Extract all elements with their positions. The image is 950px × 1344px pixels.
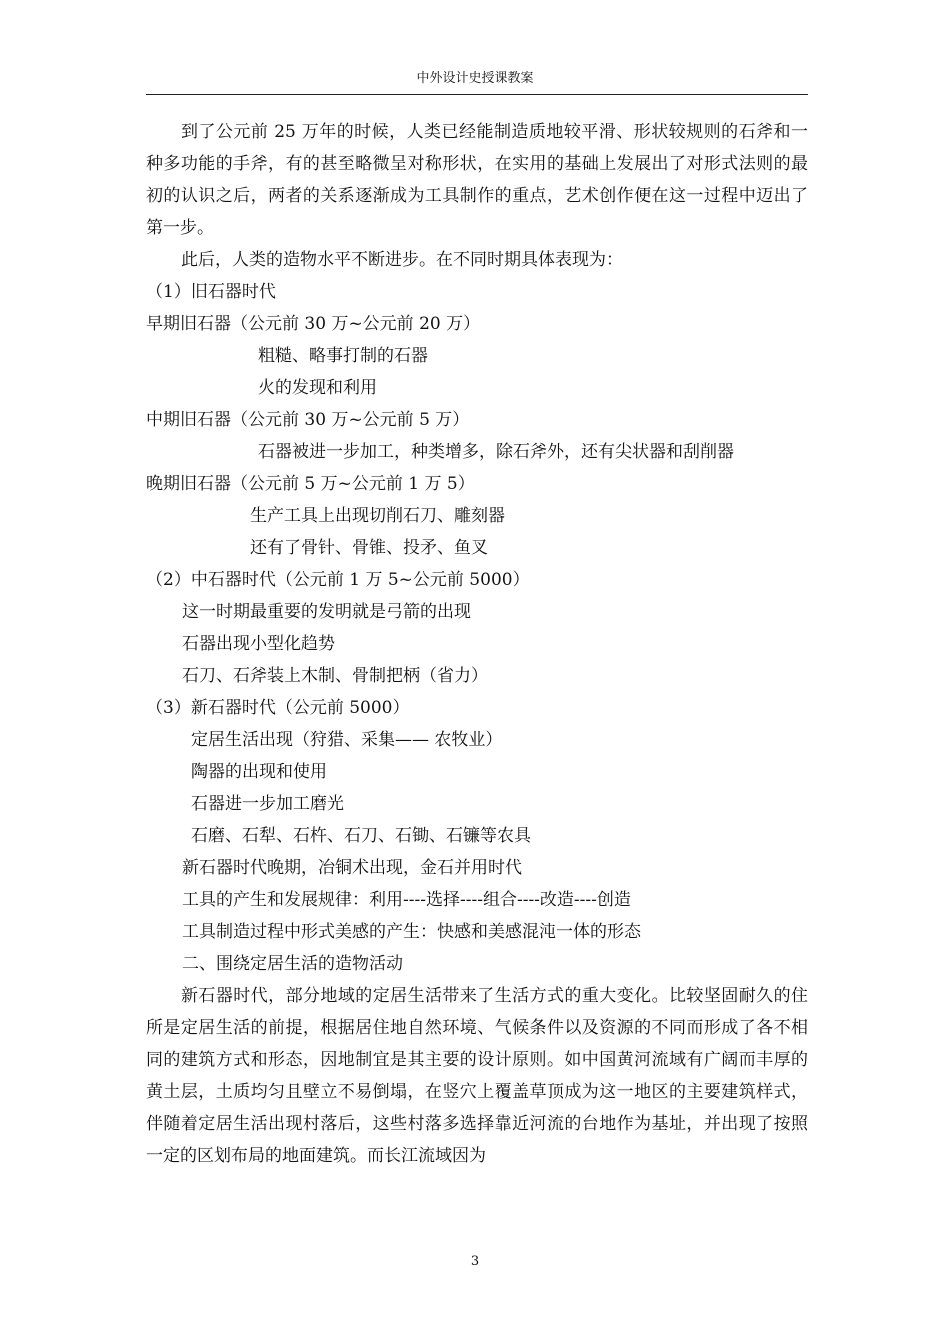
period-item: 陶器的出现和使用 bbox=[191, 762, 327, 782]
period-item: 火的发现和利用 bbox=[258, 378, 377, 398]
period-item: 还有了骨针、骨锥、投矛、鱼叉 bbox=[250, 538, 488, 558]
note-line: 工具制造过程中形式美感的产生：快感和美感混沌一体的形态 bbox=[182, 922, 641, 942]
period-title: 中期旧石器（公元前 30 万~公元前 5 万） bbox=[146, 410, 470, 430]
paragraph: 新石器时代，部分地域的定居生活带来了生活方式的重大变化。比较坚固耐久的住所是定居生活的前提，根据居住地自然环境、气候条件以及资源的不同而形成了各不相同的建筑方式和形态，因地制宜是其主要的设计原则。如中国黄河流域有广阔而丰厚的黄土层，土质均匀且壁立不易倒塌，在竖穴上覆盖草顶成为这一地区的主要建筑样式，伴随着定居生活出现村落后，这些村落多选择靠近河流的台地作为基址，并出现了按照一定的区划布局的地面建筑。而长江流域因为 bbox=[146, 986, 808, 1166]
period-title: 早期旧石器（公元前 30 万~公元前 20 万） bbox=[146, 314, 481, 334]
paragraph: 到了公元前 25 万年的时候，人类已经能制造质地较平滑、形状较规则的石斧和一种多功能的手斧，有的甚至略微呈对称形状，在实用的基础上发展出了对形式法则的最初的认识之后，两者的关系逐渐成为工具制作的重点，艺术创作便在这一过程中迈出了第一步。 bbox=[146, 122, 808, 238]
note-line: 工具的产生和发展规律：利用----选择----组合----改造----创造 bbox=[182, 890, 631, 910]
period-item: 定居生活出现（狩猎、采集—— 农牧业） bbox=[191, 730, 503, 750]
period-item: 石器被进一步加工，种类增多，除石斧外，还有尖状器和刮削器 bbox=[258, 442, 734, 462]
note-line: 新石器时代晚期，冶铜术出现，金石并用时代 bbox=[182, 858, 522, 878]
paragraph: 此后，人类的造物水平不断进步。在不同时期具体表现为： bbox=[181, 250, 623, 270]
outline-heading: （1）旧石器时代 bbox=[146, 282, 276, 302]
outline-heading: （3）新石器时代（公元前 5000） bbox=[146, 698, 410, 718]
period-item: 粗糙、略事打制的石器 bbox=[258, 346, 428, 366]
period-item: 石磨、石犁、石杵、石刀、石锄、石镰等农具 bbox=[191, 826, 531, 846]
document-body bbox=[146, 116, 808, 1172]
page-header: 中外设计史授课教案 bbox=[416, 71, 534, 86]
period-item: 石器进一步加工磨光 bbox=[191, 794, 344, 814]
page-number: 3 bbox=[470, 1254, 480, 1269]
period-item: 生产工具上出现切削石刀、雕刻器 bbox=[250, 506, 505, 526]
header-rule bbox=[146, 94, 808, 95]
outline-heading: （2）中石器时代（公元前 1 万 5~公元前 5000） bbox=[146, 570, 530, 590]
period-item: 这一时期最重要的发明就是弓箭的出现 bbox=[182, 602, 471, 622]
section-heading: 二、围绕定居生活的造物活动 bbox=[182, 954, 403, 974]
period-title: 晚期旧石器（公元前 5 万~公元前 1 万 5） bbox=[146, 474, 475, 494]
period-item: 石刀、石斧装上木制、骨制把柄（省力） bbox=[182, 666, 488, 686]
period-item: 石器出现小型化趋势 bbox=[182, 634, 335, 654]
